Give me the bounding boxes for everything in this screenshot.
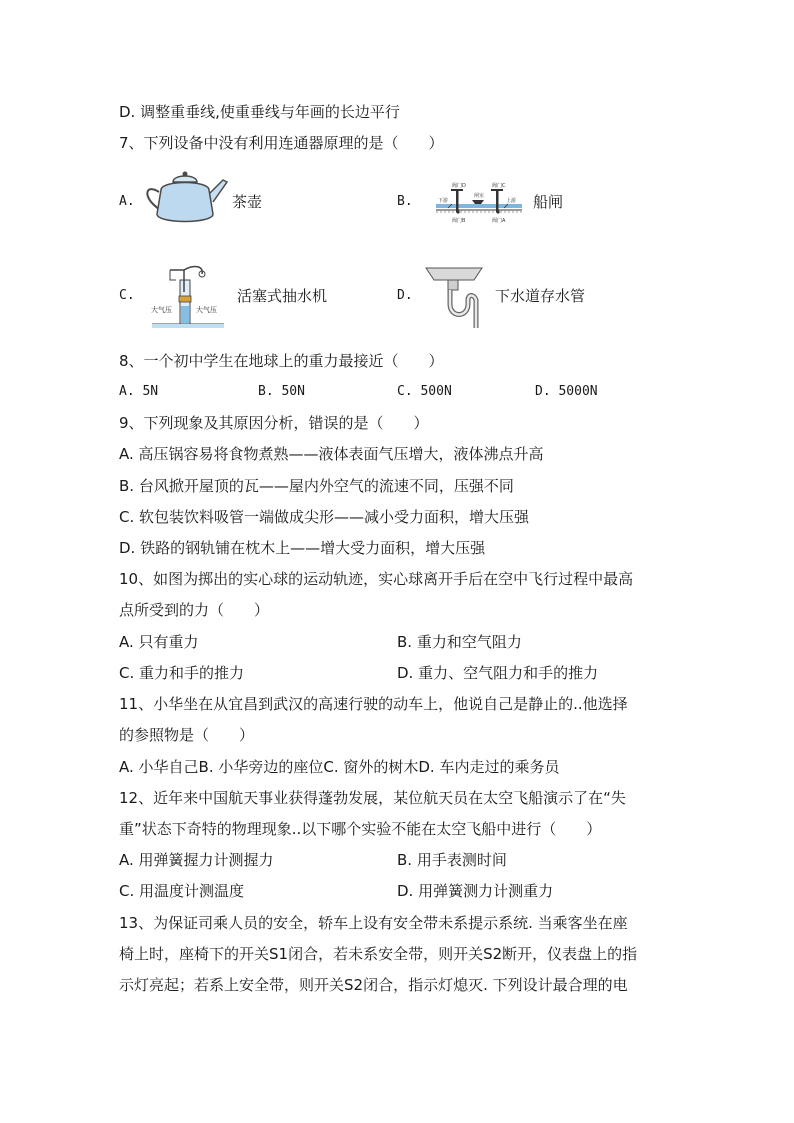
q7-option-c-label: 活塞式抽水机 bbox=[237, 287, 328, 305]
lock-gate-c-label: 阀门C bbox=[492, 183, 506, 189]
q8-stem: 8、一个初中学生在地球上的重力最接近（ ） bbox=[119, 352, 444, 370]
q9-option-a: A. 高压锅容易将食物煮熟——液体表面气压增大，液体沸点升高 bbox=[119, 445, 544, 463]
q9-option-d: D. 铁路的钢轨铺在枕木上——增大受力面积，增大压强 bbox=[119, 539, 486, 557]
q10-stem-line1: 10、如图为掷出的实心球的运动轨迹，实心球离开手后在空中飞行过程中最高 bbox=[119, 570, 634, 588]
q13-line1: 13、为保证司乘人员的安全，轿车上设有安全带未系提示系统. 当乘客坐在座 bbox=[119, 914, 628, 932]
q8-option-b: B. 50N bbox=[258, 384, 305, 399]
lock-downstream-label: 下游 bbox=[438, 198, 449, 204]
q7-option-b-letter: B. bbox=[397, 194, 413, 209]
q12-stem-line1: 12、近年来中国航天事业获得蓬勃发展，某位航天员在太空飞船演示了在“失 bbox=[119, 789, 626, 807]
q8-option-a: A. 5N bbox=[119, 384, 159, 399]
q12-option-a: A. 用弹簧握力计测握力 bbox=[119, 851, 274, 869]
q10-stem-line2: 点所受到的力（ ） bbox=[119, 601, 270, 619]
q8-option-d: D. 5000N bbox=[535, 384, 598, 399]
q10-option-b: B. 重力和空气阻力 bbox=[397, 633, 522, 651]
q12-option-b: B. 用手表测时间 bbox=[397, 851, 507, 869]
q9-option-b: B. 台风掀开屋顶的瓦——屋内外空气的流速不同，压强不同 bbox=[119, 477, 514, 495]
q9-option-c: C. 软包装饮料吸管一端做成尖形——减小受力面积，增大压强 bbox=[119, 508, 530, 526]
q13-line3: 示灯亮起；若系上安全带，则开关S2闭合，指示灯熄灭. 下列设计最合理的电 bbox=[119, 976, 628, 994]
q10-option-a: A. 只有重力 bbox=[119, 633, 199, 651]
q12-option-c: C. 用温度计测温度 bbox=[119, 882, 245, 900]
q12-stem-line2: 重”状态下奇特的物理现象..以下哪个实验不能在太空飞船中进行（ ） bbox=[119, 820, 602, 838]
q10-option-c: C. 重力和手的推力 bbox=[119, 664, 245, 682]
q13-line2: 椅上时，座椅下的开关S1闭合，若未系安全带，则开关S2断开，仪表盘上的指 bbox=[119, 945, 638, 963]
q7-stem: 7、下列设备中没有利用连通器原理的是（ ） bbox=[119, 134, 444, 152]
drain-trap-figure bbox=[424, 264, 486, 332]
q9-stem: 9、下列现象及其原因分析，错误的是（ ） bbox=[119, 414, 429, 432]
q11-stem-line1: 11、小华坐在从宜昌到武汉的高速行驶的动车上，他说自己是静止的..他选择 bbox=[119, 695, 628, 713]
q10-option-d: D. 重力、空气阻力和手的推力 bbox=[397, 664, 599, 682]
q7-option-a-label: 茶壶 bbox=[232, 193, 263, 211]
ship-lock-figure bbox=[434, 182, 524, 228]
q6-option-d: D. 调整重垂线,使重垂线与年画的长边平行 bbox=[119, 103, 400, 121]
pump-right-pressure-label: 大气压 bbox=[196, 306, 217, 314]
q7-option-b-label: 船闸 bbox=[533, 193, 564, 211]
q7-option-a-letter: A. bbox=[119, 194, 135, 209]
pump-left-pressure-label: 大气压 bbox=[151, 306, 172, 314]
q7-option-d-label: 下水道存水管 bbox=[495, 287, 586, 305]
q11-options: A. 小华自己B. 小华旁边的座位C. 窗外的树木D. 车内走过的乘务员 bbox=[119, 758, 560, 776]
piston-pump-figure bbox=[150, 262, 226, 330]
teapot-figure bbox=[143, 170, 229, 228]
q11-stem-line2: 的参照物是（ ） bbox=[119, 726, 255, 744]
q12-option-d: D. 用弹簧测力计测重力 bbox=[397, 882, 554, 900]
q7-option-c-letter: C. bbox=[119, 288, 135, 303]
lock-gate-b-label: 阀门B bbox=[452, 218, 466, 224]
q7-option-d-letter: D. bbox=[397, 288, 413, 303]
lock-gate-d-label: 阀门D bbox=[452, 183, 466, 189]
lock-upstream-label: 上游 bbox=[506, 198, 517, 204]
q8-option-c: C. 500N bbox=[397, 384, 452, 399]
lock-gate-a-label: 阀门A bbox=[492, 218, 506, 224]
lock-chamber-label: 闸室 bbox=[474, 193, 485, 199]
